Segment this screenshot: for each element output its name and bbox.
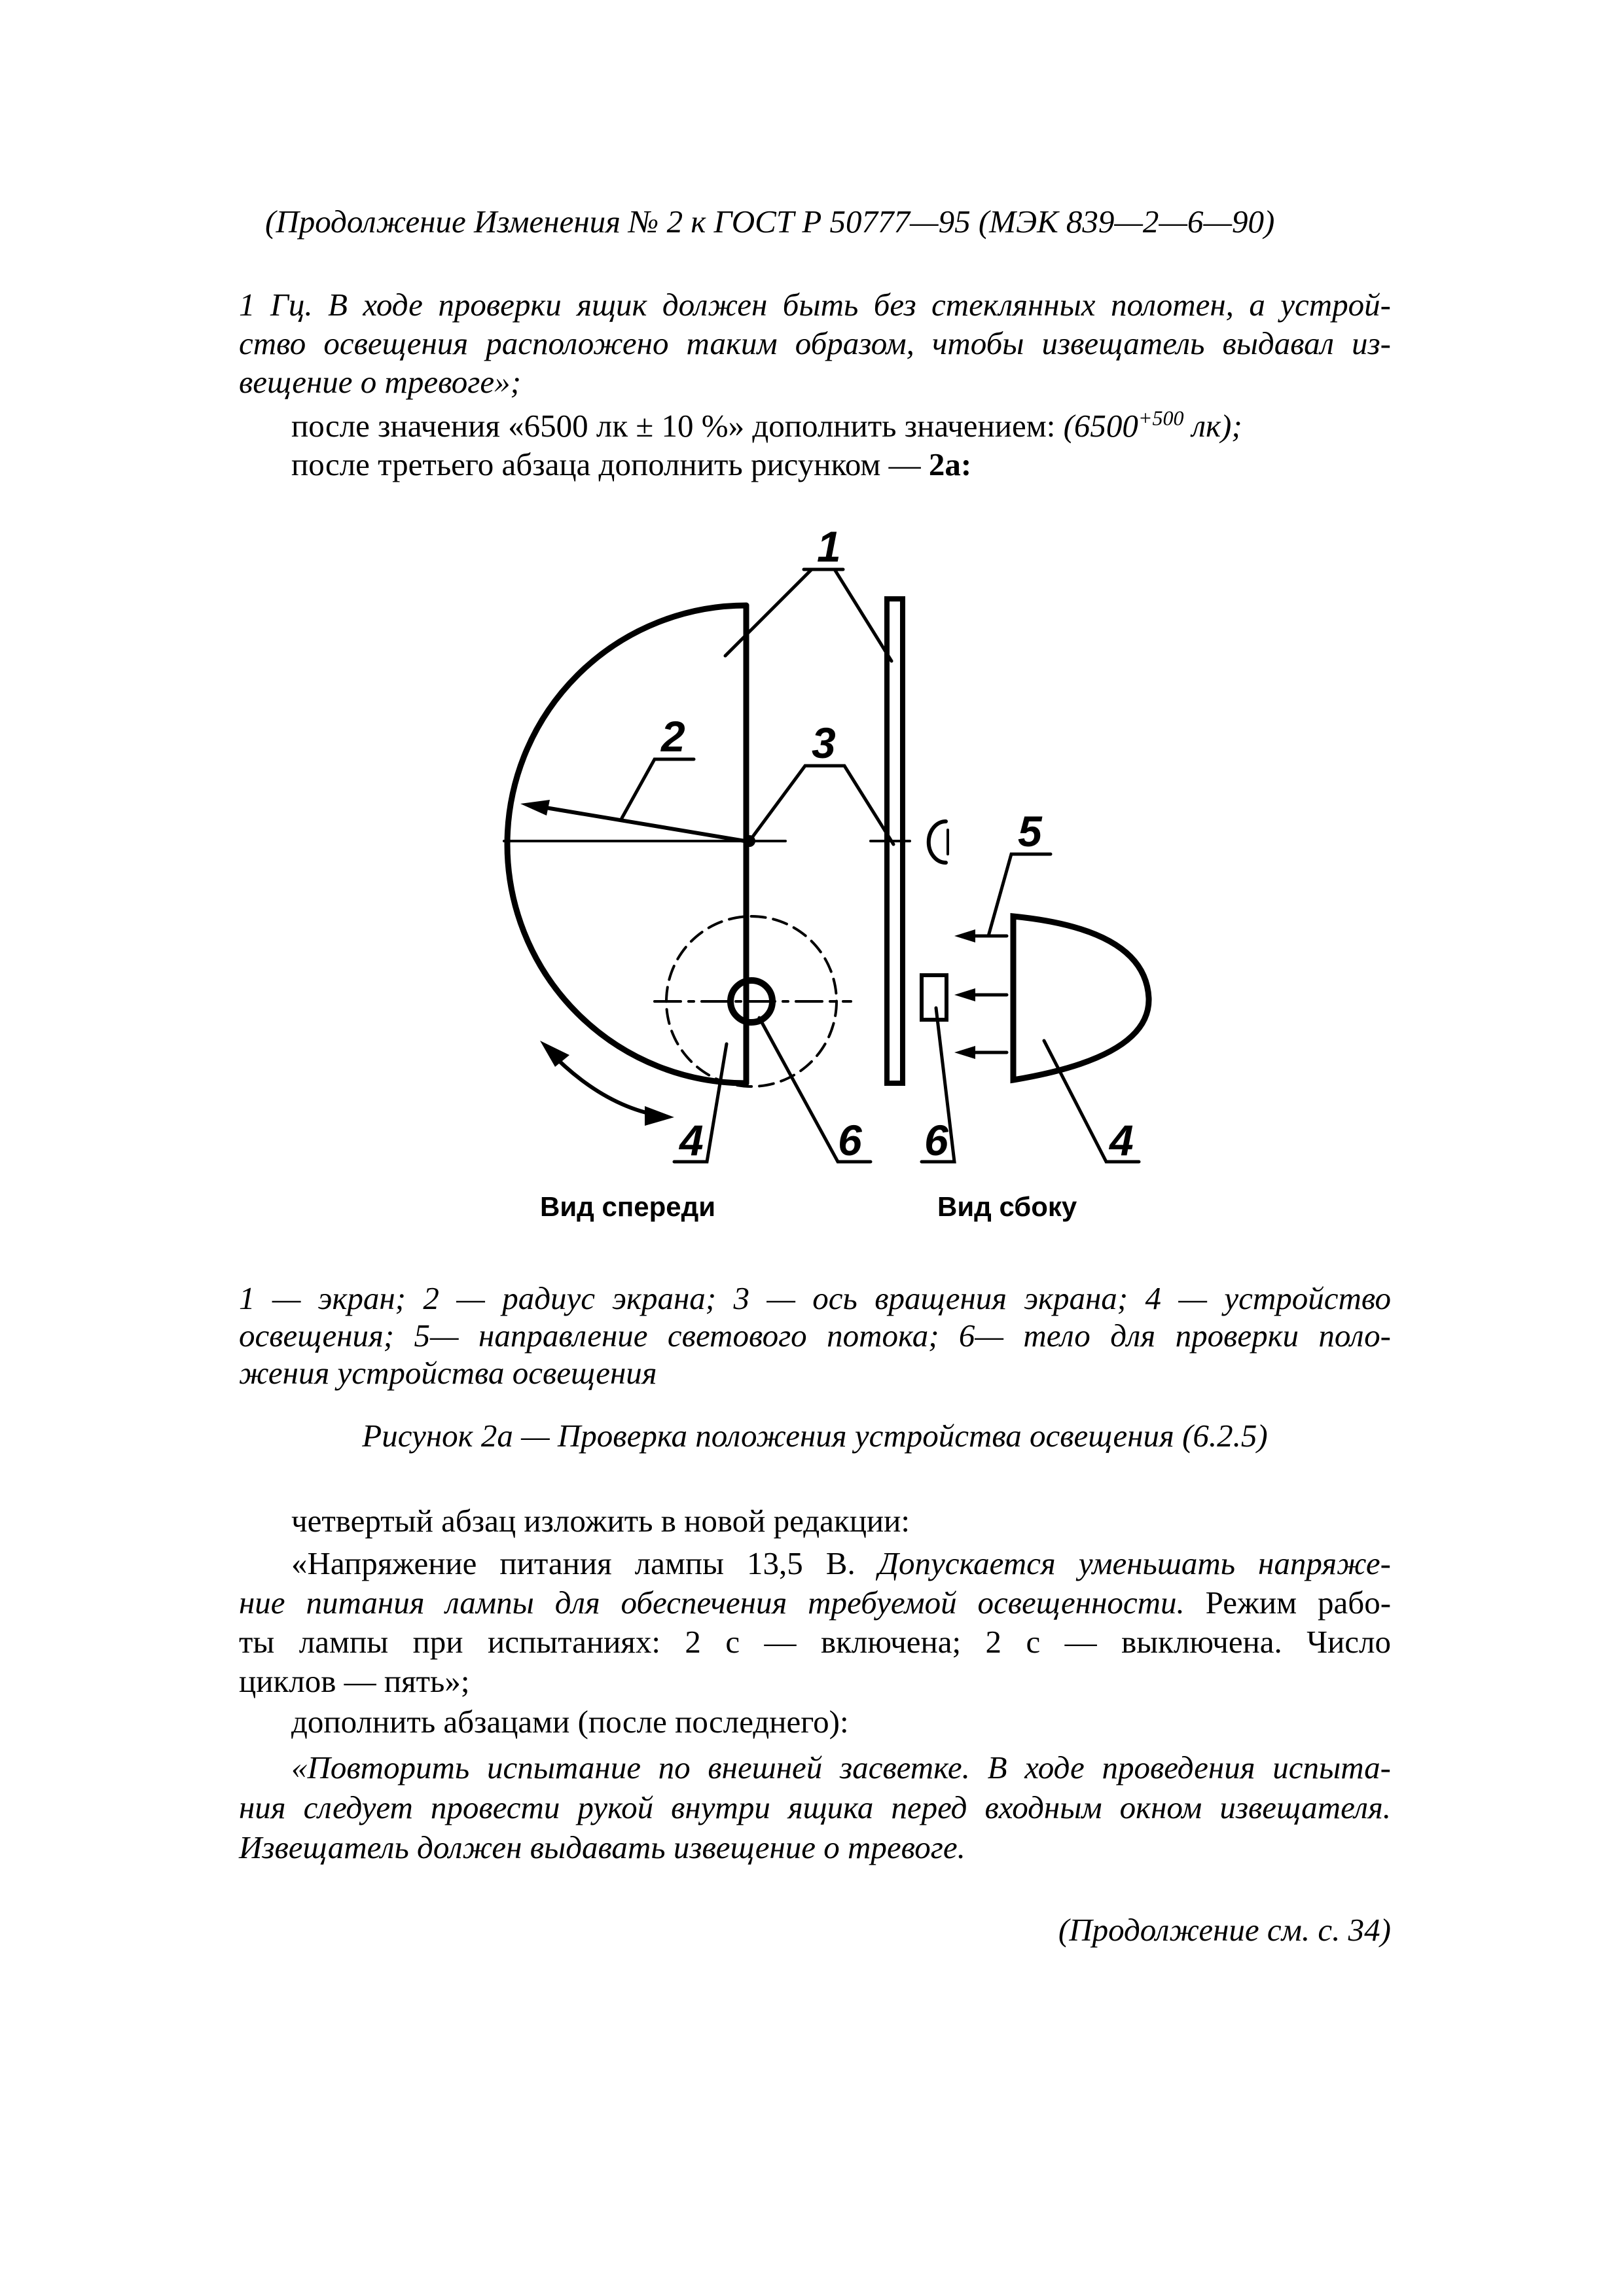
screen-semicircle [507, 605, 746, 1083]
callout-6-front: 6 [838, 1116, 862, 1164]
page-header: (Продолжение Изменения № 2 к ГОСТ Р 50777—95 (МЭК 839—2—6—90) [265, 204, 1275, 240]
legend-line-3: жения устройства освещения [239, 1355, 657, 1391]
rotation-arrowhead-a [540, 1041, 569, 1067]
fourth-paragraph-note: четвертый абзац изложить в новой редакции: [291, 1503, 910, 1539]
figure-title: Рисунок 2а — Проверка положения устройства освещения (6.2.5) [362, 1418, 1268, 1454]
callout-4-front: 4 [679, 1116, 704, 1164]
callout-2: 2 [661, 712, 685, 761]
legend-line-1: 1 — экран; 2 — радиус экрана; 3 — ось вращения экрана; 4 — устройство [239, 1280, 1391, 1316]
append-note: дополнить абзацами (после последнего): [291, 1704, 849, 1740]
leader-2 [622, 759, 694, 818]
value-line-text: после значения «6500 лк ± 10 %» дополнить значением: [291, 408, 1056, 444]
figure-intro: после третьего абзаца дополнить рисунком — 2а: [291, 446, 972, 482]
repeat-line-1: «Повторить испытание по внешней засветке. В ходе проведения испыта- [291, 1749, 1391, 1785]
callout-5: 5 [1018, 807, 1042, 855]
leader-5 [988, 854, 1051, 936]
repeat-line-2: ния следует провести рукой внутри ящика перед входным окном извещателя. [239, 1789, 1391, 1825]
legend-line-2: освещения; 5— направление светового потока; 6— тело для проверки поло- [239, 1318, 1391, 1354]
caption-side-view: Вид сбоку [937, 1191, 1077, 1222]
rotation-arrowhead-b [645, 1106, 674, 1126]
radius-arrow [530, 805, 745, 841]
page-footer: (Продолжение см. с. 34) [1058, 1912, 1391, 1948]
intro-line-2: ство освещения расположено таким образом, чтобы извещатель выдавал из- [239, 325, 1391, 361]
voltage-line-3: ты лампы при испытаниях: 2 с — включена; 2 с — выключена. Число [239, 1624, 1391, 1660]
voltage-line-4: циклов — пять»; [239, 1663, 470, 1699]
side-test-body [922, 975, 946, 1020]
radius-arrowhead [520, 800, 550, 816]
leader-1 [725, 569, 892, 661]
callout-4-side: 4 [1109, 1116, 1134, 1164]
voltage-line-2: ние питания лампы для обеспечения требуемой освещенности. Режим рабо- [239, 1585, 1392, 1621]
callout-6-side: 6 [924, 1116, 948, 1164]
caption-front-view: Вид спереди [540, 1191, 716, 1222]
side-rotation-mark [929, 821, 946, 863]
voltage-line-1: «Напряжение питания лампы 13,5 В. Допускается уменьшать напряже- [291, 1545, 1391, 1581]
intro-line-3: вещение о тревоге»; [239, 364, 521, 400]
value-line-formula: ($6500^{+500}$ лк); [1063, 406, 1242, 444]
lamp-shape [1013, 916, 1149, 1080]
callout-1: 1 [817, 522, 841, 571]
repeat-line-3: Извещатель должен выдавать извещение о тревоге. [239, 1829, 965, 1865]
callout-3: 3 [812, 719, 836, 767]
intro-line-1: 1 Гц. В ходе проверки ящик должен быть без стеклянных полотен, а устрой- [239, 287, 1391, 323]
leader-3 [749, 766, 893, 844]
